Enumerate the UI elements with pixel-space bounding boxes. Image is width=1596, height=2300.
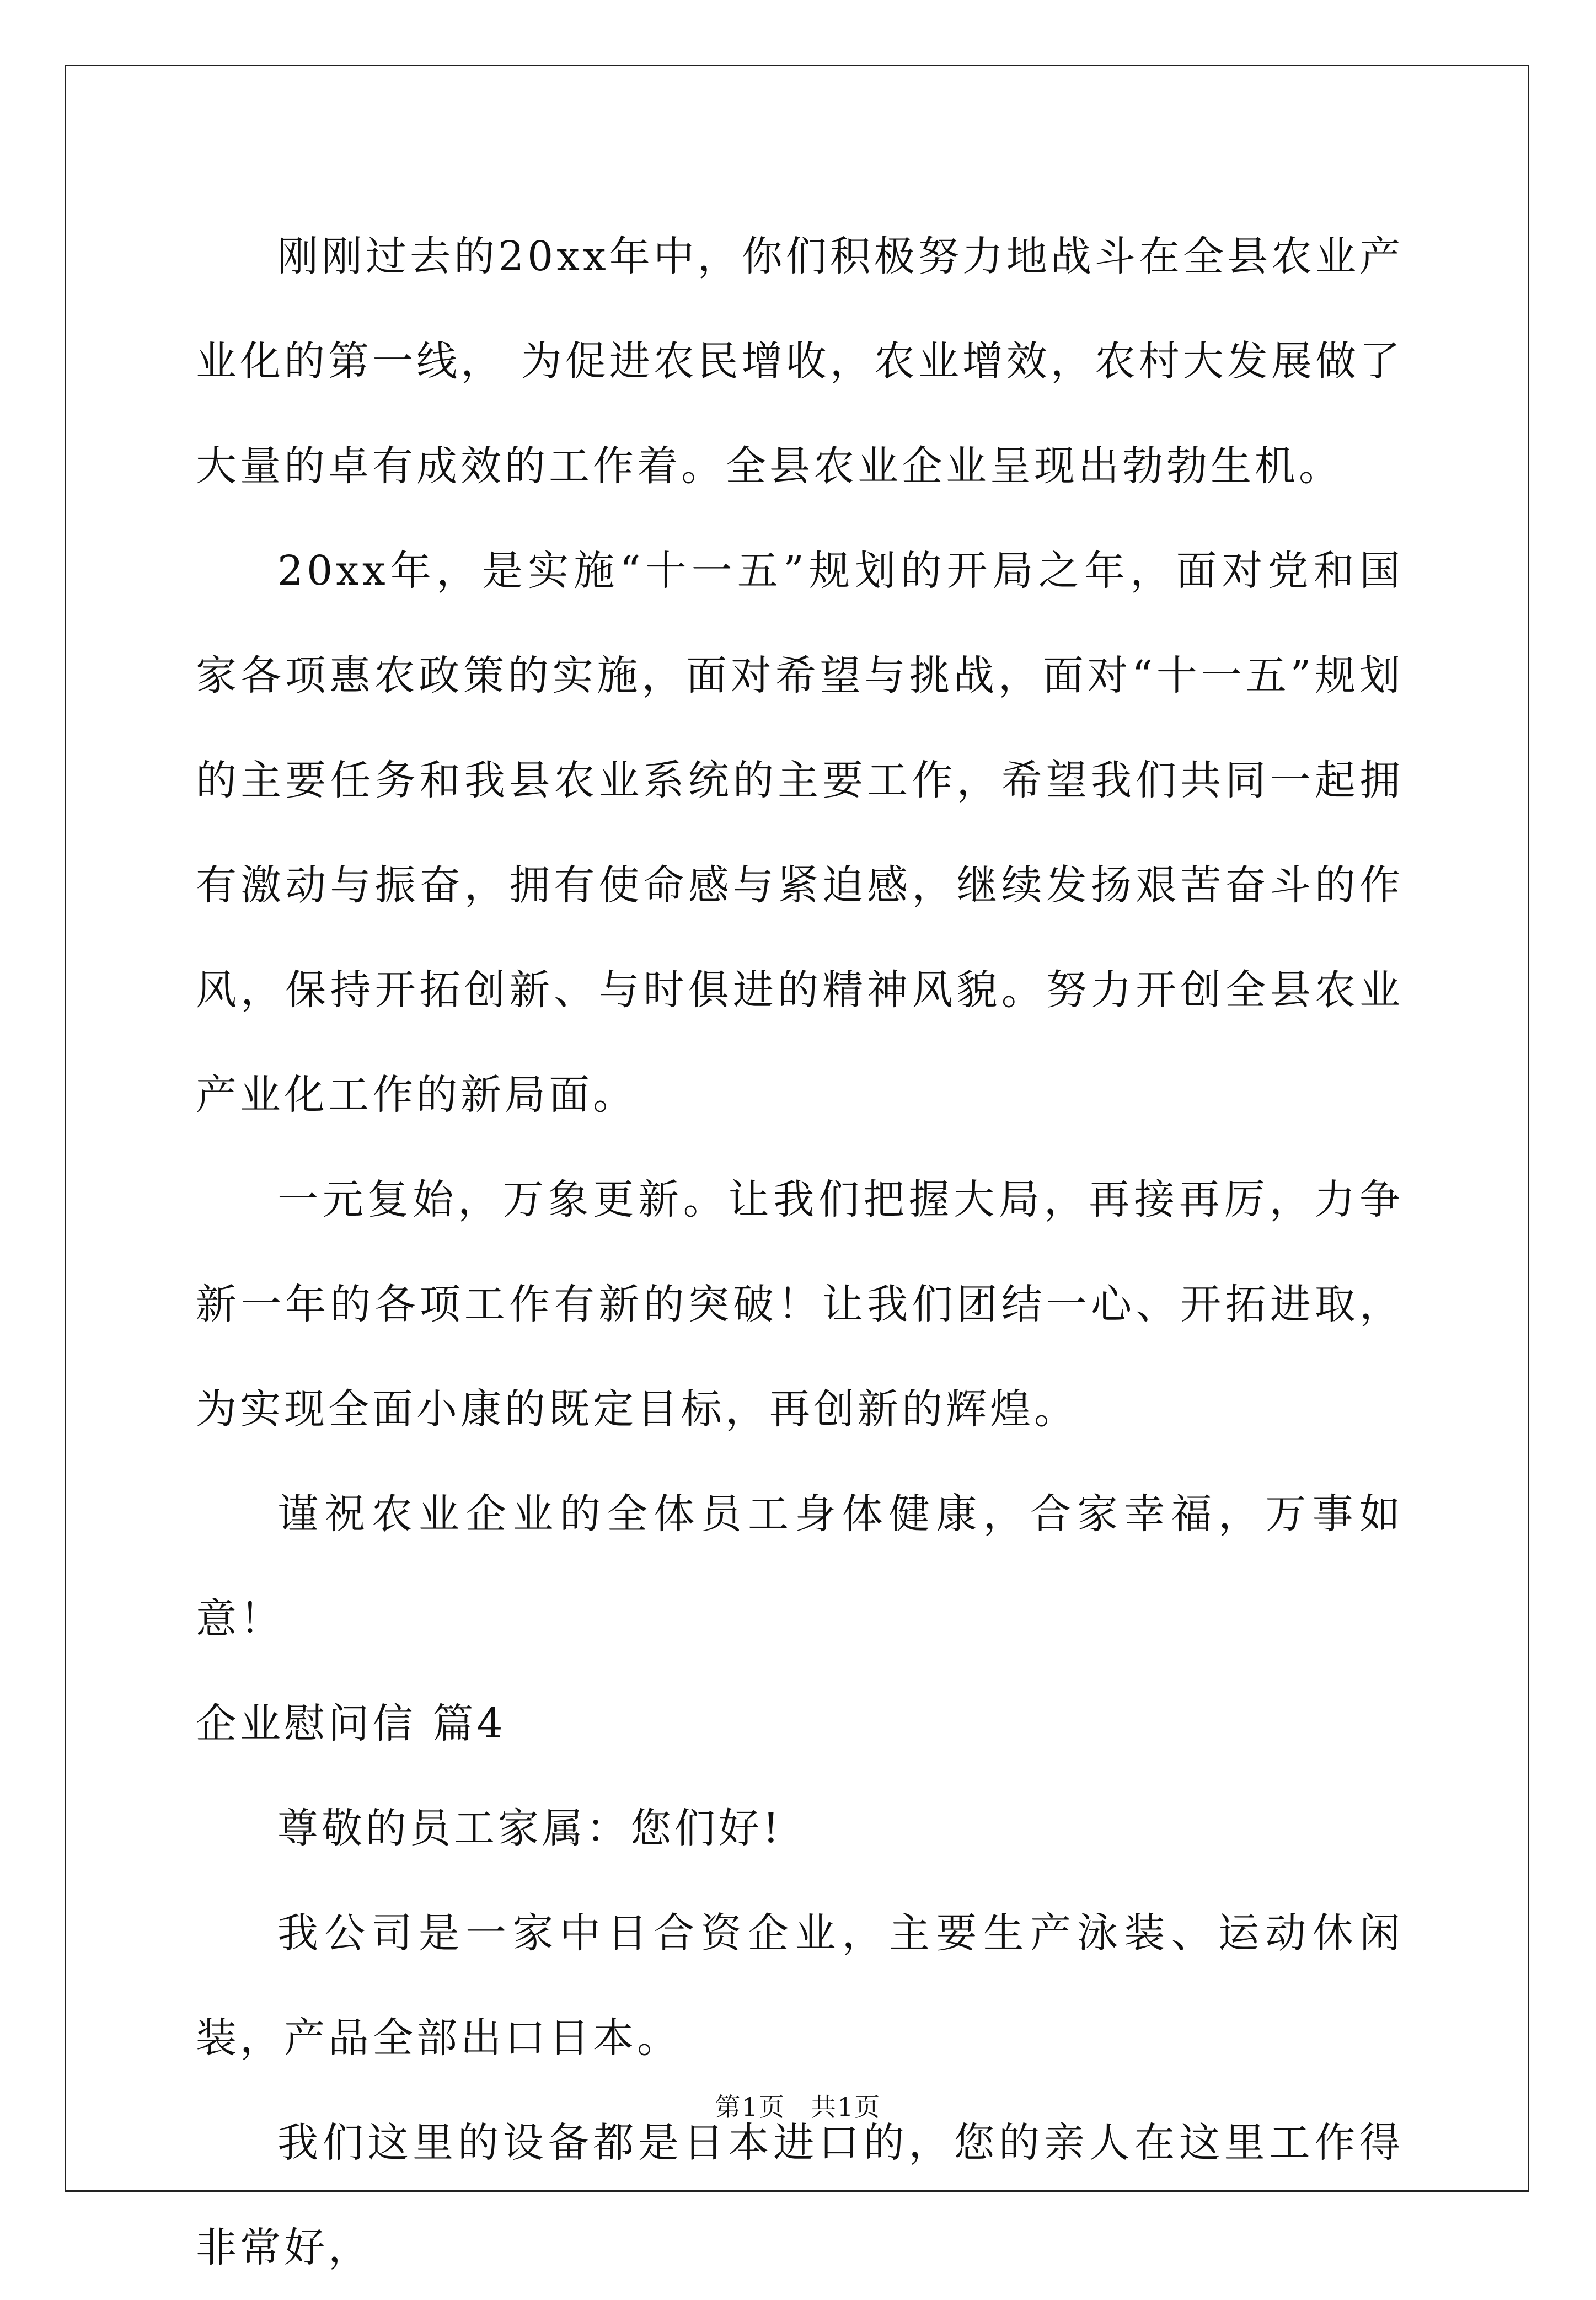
section-heading: 企业慰问信 篇4: [196, 1700, 506, 1747]
section-paragraph-1: 我公司是一家中日合资企业，主要生产泳装、运动休闲装，产品全部出口日本。: [196, 1909, 1404, 2062]
paragraph-3: 一元复始，万象更新。让我们把握大局，再接再厉，力争新一年的各项工作有新的突破！让我们团结一心、开拓进取，为实现全面小康的既定目标，再创新的辉煌。: [196, 1176, 1404, 1433]
paragraph-1: 刚刚过去的20xx年中，你们积极努力地战斗在全县农业产业化的第一线， 为促进农民增收，农业增效，农村大发展做了大量的卓有成效的工作着。全县农业企业呈现出勃勃生机。: [196, 233, 1404, 490]
page-total: 共1页: [811, 2092, 881, 2122]
salutation: 尊敬的员工家属：您们好!: [277, 1805, 783, 1852]
page-footer: [0, 2090, 1596, 2124]
paragraph-2: 20xx年，是实施“十一五”规划的开局之年，面对党和国家各项惠农政策的实施，面对希望与挑战，面对“十一五”规划的主要任务和我县农业系统的主要工作，希望我们共同一起拥有激动与振奋，拥有使命感与紧迫感，继续发扬艰苦奋斗的作风，保持开拓创新、与时俱进的精神风貌。努力开创全县农业产业化工作的新局面。: [196, 547, 1404, 1119]
document-body: [196, 204, 1404, 2300]
page-number: 第1页: [715, 2092, 785, 2122]
paragraph-4: 谨祝农业企业的全体员工身体健康，合家幸福，万事如意！: [196, 1490, 1404, 1643]
section-paragraph-2: 我们这里的设备都是日本进口的，您的亲人在这里工作得非常好，: [196, 2119, 1404, 2271]
